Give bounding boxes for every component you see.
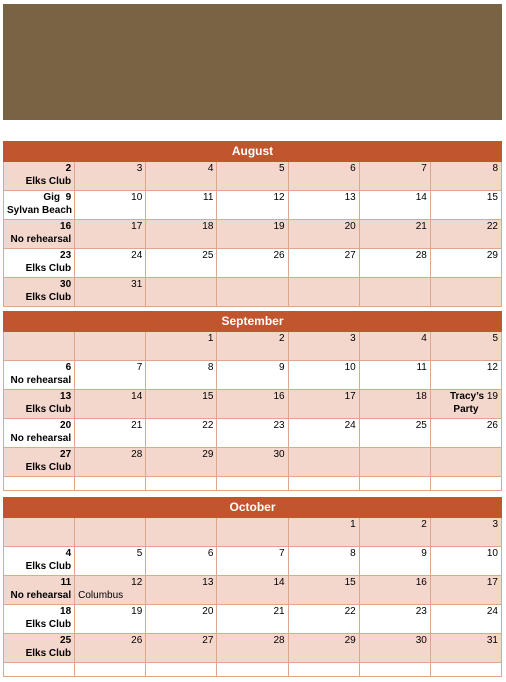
day-cell — [430, 278, 501, 307]
day-cell: 13 Elks Club — [4, 390, 75, 419]
day-cell: 8 — [146, 361, 217, 390]
day-cell — [4, 518, 75, 547]
month-title: August — [4, 142, 502, 162]
day-cell: 17 — [288, 390, 359, 419]
day-cell: 1 — [146, 332, 217, 361]
day-cell — [359, 663, 430, 677]
day-cell — [217, 477, 288, 491]
day-cell: 22 — [430, 220, 501, 249]
day-cell: 21 — [75, 419, 146, 448]
day-cell: 10 — [288, 361, 359, 390]
day-cell — [75, 663, 146, 677]
week-row — [4, 220, 502, 249]
day-cell: 16 — [217, 390, 288, 419]
day-cell — [4, 477, 75, 491]
week-row — [4, 419, 502, 448]
day-cell: 25 — [146, 249, 217, 278]
day-cell: 24 — [430, 605, 501, 634]
week-row — [4, 361, 502, 390]
day-cell: 6 — [146, 547, 217, 576]
week-row — [4, 547, 502, 576]
week-row — [4, 605, 502, 634]
day-cell — [146, 518, 217, 547]
day-cell: 31 — [430, 634, 501, 663]
day-cell: 9 — [359, 547, 430, 576]
day-cell: 10 — [75, 191, 146, 220]
day-cell: 15 — [288, 576, 359, 605]
day-cell: 3 — [288, 332, 359, 361]
day-cell: 26 — [217, 249, 288, 278]
day-cell: 17 — [75, 220, 146, 249]
week-row — [4, 477, 502, 491]
day-cell: 2 — [217, 332, 288, 361]
day-cell: 23 — [217, 419, 288, 448]
week-row — [4, 249, 502, 278]
day-cell — [430, 448, 501, 477]
day-cell: 14 — [359, 191, 430, 220]
day-cell: 17 — [430, 576, 501, 605]
day-cell: 11 — [146, 191, 217, 220]
week-row — [4, 332, 502, 361]
day-cell: 18 — [146, 220, 217, 249]
day-cell: 13 — [288, 191, 359, 220]
day-cell: 1 — [288, 518, 359, 547]
day-cell: 20 No rehearsal — [4, 419, 75, 448]
day-cell: 29 — [288, 634, 359, 663]
day-cell: 14 — [75, 390, 146, 419]
day-cell: 25 Elks Club — [4, 634, 75, 663]
day-cell: 18 — [359, 390, 430, 419]
day-cell — [146, 278, 217, 307]
day-cell: 8 — [288, 547, 359, 576]
day-cell: 26 — [430, 419, 501, 448]
day-cell: 23 Elks Club — [4, 249, 75, 278]
day-cell — [288, 448, 359, 477]
day-cell: 4 — [146, 162, 217, 191]
day-cell: 22 — [288, 605, 359, 634]
day-cell — [288, 278, 359, 307]
day-cell: 19 — [217, 220, 288, 249]
day-cell: 10 — [430, 547, 501, 576]
day-cell: 15 — [146, 390, 217, 419]
day-cell: 27 — [288, 249, 359, 278]
day-cell: 26 — [75, 634, 146, 663]
day-cell: 19 — [75, 605, 146, 634]
day-cell: 31 — [75, 278, 146, 307]
day-cell: 14 — [217, 576, 288, 605]
month-title: October — [4, 498, 502, 518]
day-cell: 21 — [217, 605, 288, 634]
day-cell — [359, 278, 430, 307]
day-cell — [75, 477, 146, 491]
day-cell — [75, 518, 146, 547]
day-cell: 28 — [75, 448, 146, 477]
week-row — [4, 518, 502, 547]
day-cell: 8 — [430, 162, 501, 191]
week-row — [4, 390, 502, 419]
calendar-october — [3, 497, 502, 677]
day-cell — [4, 663, 75, 677]
day-cell: 29 — [430, 249, 501, 278]
day-cell: 3 — [75, 162, 146, 191]
day-cell — [288, 477, 359, 491]
day-cell: 7 — [75, 361, 146, 390]
day-cell — [359, 477, 430, 491]
day-cell — [288, 663, 359, 677]
day-cell: 25 — [359, 419, 430, 448]
day-cell: 5 — [217, 162, 288, 191]
day-cell: 2 — [359, 518, 430, 547]
day-cell — [430, 477, 501, 491]
day-cell — [75, 332, 146, 361]
day-cell — [217, 663, 288, 677]
day-cell: 2 Elks Club — [4, 162, 75, 191]
day-cell — [430, 663, 501, 677]
day-cell: Tracy’s 19 Party — [430, 390, 501, 419]
day-cell: 3 — [430, 518, 501, 547]
day-cell: 28 — [359, 249, 430, 278]
day-cell: 20 — [146, 605, 217, 634]
day-cell: 30 — [359, 634, 430, 663]
day-cell: 24 — [288, 419, 359, 448]
header-banner — [3, 4, 502, 120]
day-cell: 6 No rehearsal — [4, 361, 75, 390]
day-cell: 27 Elks Club — [4, 448, 75, 477]
day-cell — [146, 477, 217, 491]
day-cell — [146, 663, 217, 677]
day-cell: 12 — [430, 361, 501, 390]
day-cell: 5 — [430, 332, 501, 361]
day-cell — [359, 448, 430, 477]
day-cell: 18 Elks Club — [4, 605, 75, 634]
day-cell: 15 — [430, 191, 501, 220]
day-cell: 21 — [359, 220, 430, 249]
week-row — [4, 634, 502, 663]
day-cell: 13 — [146, 576, 217, 605]
week-row — [4, 162, 502, 191]
day-cell: 24 — [75, 249, 146, 278]
calendar-september — [3, 311, 502, 491]
week-row — [4, 278, 502, 307]
day-cell: 4 — [359, 332, 430, 361]
day-cell: 12 — [217, 191, 288, 220]
day-cell: 23 — [359, 605, 430, 634]
day-cell: 7 — [359, 162, 430, 191]
week-row — [4, 448, 502, 477]
day-cell: 4 Elks Club — [4, 547, 75, 576]
day-cell: 16 — [359, 576, 430, 605]
day-cell: 20 — [288, 220, 359, 249]
day-cell: 27 — [146, 634, 217, 663]
day-cell: 11 No rehearsal — [4, 576, 75, 605]
calendar-august — [3, 141, 502, 307]
day-cell: 29 — [146, 448, 217, 477]
day-cell — [4, 332, 75, 361]
day-cell — [217, 278, 288, 307]
day-cell: 11 — [359, 361, 430, 390]
day-cell — [217, 518, 288, 547]
day-cell: Gig 9 Sylvan Beach — [4, 191, 75, 220]
day-cell: 30 — [217, 448, 288, 477]
day-cell: 7 — [217, 547, 288, 576]
day-cell: 6 — [288, 162, 359, 191]
week-row — [4, 663, 502, 677]
day-cell: 12 Columbus — [75, 576, 146, 605]
day-cell: 9 — [217, 361, 288, 390]
day-cell: 5 — [75, 547, 146, 576]
week-row — [4, 576, 502, 605]
day-cell: 30 Elks Club — [4, 278, 75, 307]
day-cell: 28 — [217, 634, 288, 663]
week-row — [4, 191, 502, 220]
day-cell: 22 — [146, 419, 217, 448]
month-title: September — [4, 312, 502, 332]
day-cell: 16 No rehearsal — [4, 220, 75, 249]
